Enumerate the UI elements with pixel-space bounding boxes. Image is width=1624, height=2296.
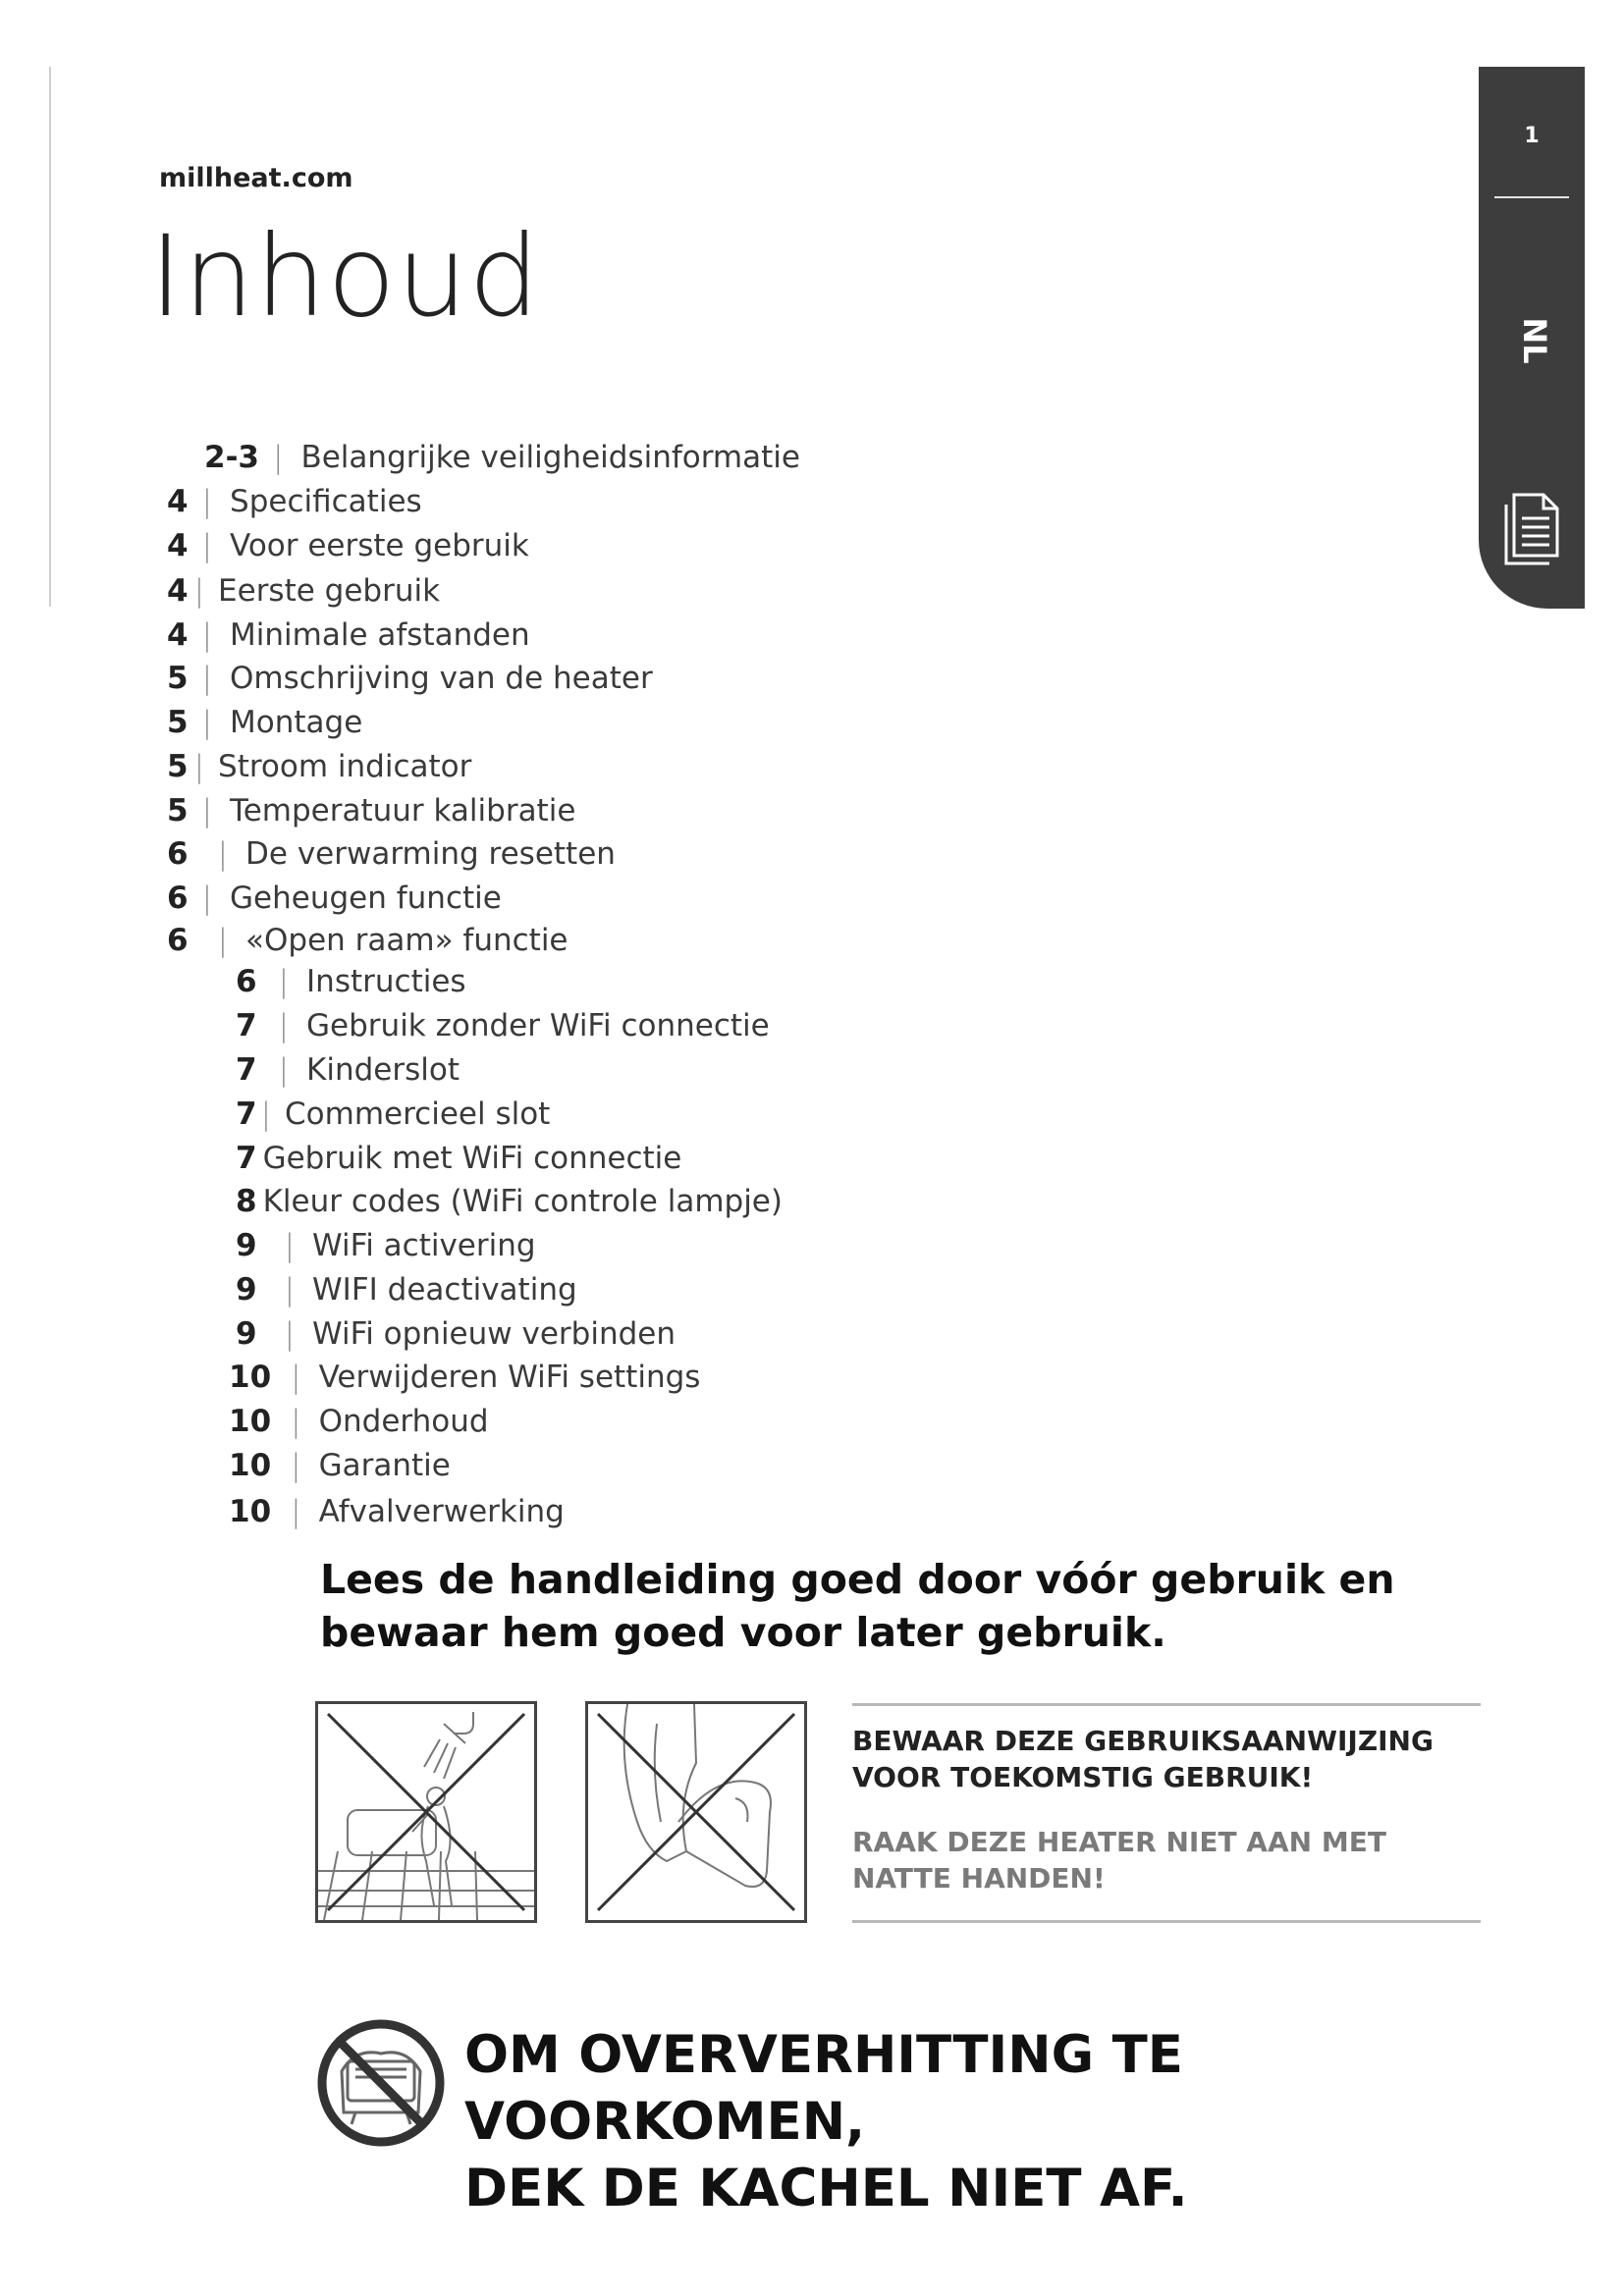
toc-item[interactable] (167, 528, 529, 563)
toc-separator: | (217, 836, 229, 872)
caution-line-1: OM OVERVERHITTING TE VOORKOMEN, (464, 2025, 1183, 2152)
toc-label: Stroom indicator (218, 749, 472, 784)
toc-separator: | (193, 573, 205, 609)
toc-separator: | (278, 964, 290, 999)
toc-label: Commercieel slot (285, 1096, 551, 1132)
toc-page: 7 (236, 1096, 257, 1132)
toc-separator: | (278, 1008, 290, 1043)
site-url[interactable]: millheat.com (159, 163, 353, 193)
toc-label: Omschrijving van de heater (230, 661, 653, 696)
toc-item[interactable] (236, 1141, 681, 1176)
toc-item[interactable] (167, 793, 575, 828)
toc-item[interactable] (236, 1272, 577, 1308)
tab-divider (1494, 196, 1569, 198)
toc-separator: | (201, 881, 213, 916)
document-icon (1500, 491, 1563, 567)
toc-label: Instructies (306, 964, 466, 999)
toc-page: 6 (236, 964, 257, 999)
toc-page: 7 (236, 1052, 257, 1088)
toc-page: 10 (229, 1448, 272, 1483)
toc-separator: | (201, 528, 213, 563)
toc-page: 6 (167, 881, 189, 916)
read-manual-line-1: Lees de handleiding goed door vóór gebruik en (320, 1556, 1395, 1603)
page-title: Inhoud (149, 211, 541, 342)
toc-page: 6 (167, 836, 189, 872)
toc-label: Eerste gebruik (218, 573, 441, 609)
toc-label: Geheugen functie (230, 881, 502, 916)
toc-page: 4 (167, 617, 189, 653)
toc-item[interactable] (229, 1404, 489, 1439)
no-wet-hands-icon (585, 1701, 807, 1923)
toc-item[interactable] (236, 1096, 550, 1132)
warning-wet-hands: RAAK DEZE HEATER NIET AAN MET NATTE HANDEN! (852, 1826, 1386, 1895)
do-not-cover-icon (316, 2018, 446, 2148)
side-tab (1479, 67, 1585, 609)
toc-page: 2-3 (204, 440, 260, 475)
toc-label: Onderhoud (318, 1404, 489, 1439)
toc-separator: | (291, 1494, 301, 1529)
toc-page: 5 (167, 705, 189, 740)
toc-page: 9 (236, 1228, 257, 1263)
toc-label: Afvalverwerking (318, 1494, 565, 1529)
toc-label: Montage (230, 705, 363, 740)
toc-label: Verwijderen WiFi settings (318, 1360, 701, 1395)
toc-page: 10 (229, 1360, 272, 1395)
toc-separator: | (201, 661, 213, 696)
language-label: NL (1516, 317, 1553, 364)
toc-label: WiFi activering (312, 1228, 536, 1263)
toc-label: WiFi opnieuw verbinden (312, 1316, 676, 1352)
toc-item[interactable] (167, 749, 471, 784)
toc-label: Kleur codes (WiFi controle lampje) (262, 1184, 783, 1219)
toc-label: Voor eerste gebruik (230, 528, 529, 563)
toc-page: 7 (236, 1141, 257, 1176)
toc-page: 10 (229, 1404, 272, 1439)
toc-page: 4 (167, 484, 189, 519)
toc-label: Garantie (318, 1448, 451, 1483)
toc-item[interactable] (167, 617, 530, 653)
toc-item[interactable] (167, 881, 502, 916)
toc-item[interactable] (167, 484, 422, 519)
toc-item[interactable] (236, 1052, 460, 1088)
toc-page: 5 (167, 793, 189, 828)
toc-item[interactable] (236, 964, 466, 999)
toc-label: Belangrijke veiligheidsinformatie (300, 440, 800, 475)
toc-label: Gebruik zonder WiFi connectie (306, 1008, 770, 1043)
read-manual-line-2: bewaar hem goed voor later gebruik. (320, 1609, 1166, 1656)
toc-item[interactable] (167, 573, 440, 609)
toc-item[interactable] (236, 1184, 783, 1219)
toc-separator: | (284, 1316, 296, 1352)
toc-item[interactable] (167, 661, 653, 696)
warning-bottom-rule (852, 1920, 1481, 1923)
toc-item[interactable] (229, 1494, 565, 1529)
toc-separator: | (201, 617, 213, 653)
toc-page: 4 (167, 573, 189, 609)
toc-item[interactable] (236, 1008, 770, 1043)
toc-page: 9 (236, 1316, 257, 1352)
toc-separator: | (284, 1228, 296, 1263)
toc-page: 9 (236, 1272, 257, 1308)
toc-item[interactable] (229, 1448, 451, 1483)
toc-page: 4 (167, 528, 189, 563)
toc-label: Specificaties (230, 484, 422, 519)
toc-page: 10 (229, 1494, 272, 1529)
toc-item[interactable] (167, 923, 568, 958)
page-number: 1 (1524, 124, 1540, 148)
toc-page: 7 (236, 1008, 257, 1043)
toc-separator: | (291, 1404, 301, 1439)
toc-item[interactable] (236, 1316, 676, 1352)
toc-separator: | (201, 793, 213, 828)
toc-label: De verwarming resetten (245, 836, 616, 872)
toc-separator: | (284, 1272, 296, 1308)
toc-item[interactable] (229, 1360, 700, 1395)
toc-item[interactable] (204, 440, 800, 475)
toc-separator: | (273, 440, 284, 475)
toc-item[interactable] (167, 836, 616, 872)
warning-keep-manual: BEWAAR DEZE GEBRUIKSAANWIJZING VOOR TOEKOMSTIG GEBRUIK! (852, 1725, 1434, 1793)
toc-separator: | (291, 1448, 301, 1483)
toc-separator: | (201, 484, 213, 519)
warning-top-rule (852, 1703, 1481, 1706)
read-manual-notice (320, 1553, 1400, 1659)
toc-label: Temperatuur kalibratie (230, 793, 576, 828)
toc-separator: | (260, 1096, 272, 1132)
toc-separator: | (278, 1052, 290, 1088)
toc-item[interactable] (167, 705, 362, 740)
toc-separator: | (201, 705, 213, 740)
margin-line (49, 67, 51, 607)
toc-label: Gebruik met WiFi connectie (262, 1141, 682, 1176)
toc-page: 5 (167, 749, 189, 784)
no-shower-icon (315, 1701, 537, 1923)
overheating-warning (464, 2022, 1544, 2222)
toc-page: 5 (167, 661, 189, 696)
toc-separator: | (193, 749, 205, 784)
toc-page: 6 (167, 923, 189, 958)
toc-label: Minimale afstanden (230, 617, 530, 653)
toc-separator: | (291, 1360, 301, 1395)
toc-label: «Open raam» functie (245, 923, 568, 958)
toc-label: Kinderslot (306, 1052, 460, 1088)
caution-line-2: DEK DE KACHEL NIET AF. (464, 2159, 1188, 2218)
toc-page: 8 (236, 1184, 257, 1219)
toc-item[interactable] (236, 1228, 536, 1263)
toc-label: WIFI deactivating (312, 1272, 577, 1308)
toc-separator: | (217, 923, 229, 958)
warning-box (852, 1703, 1481, 1923)
